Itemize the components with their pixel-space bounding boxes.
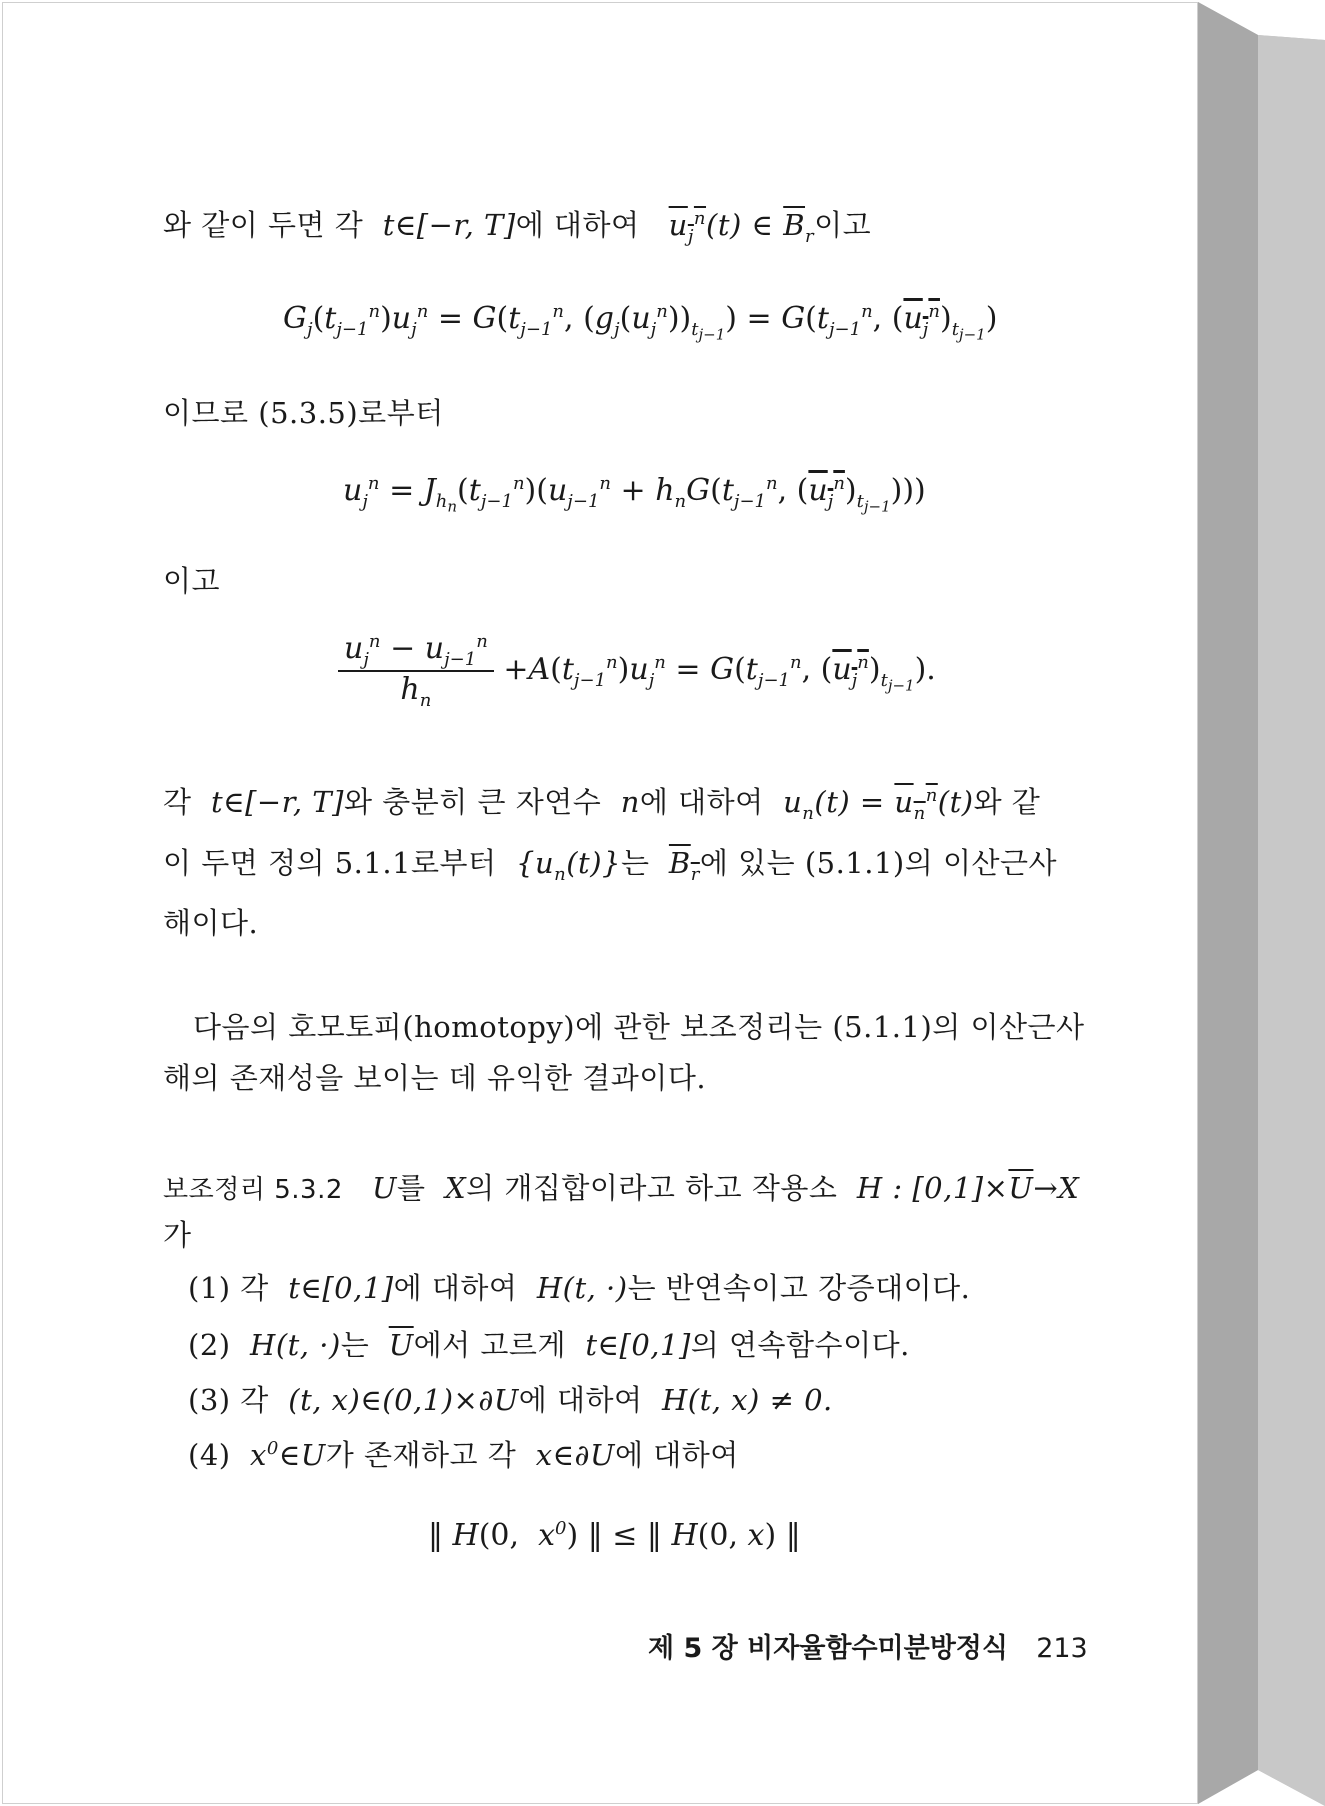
text-line-6: 해이다.: [163, 906, 259, 940]
math-inline: H(t, ·): [250, 1328, 341, 1362]
lemma-heading-line: [163, 1166, 1079, 1207]
equation-2: $u_j^n = J_{h_n}(t_{j-1}^n)(u_{j-1}^n + h_nG(t_{j-1}^n$, $(u_j^n)_{t_{j-1}}$))): [343, 473, 926, 516]
text-span: 에 대하여: [639, 785, 764, 819]
paragraph-2-line-2: 해의 존재성을 보이는 데 유익한 결과이다.: [163, 1061, 707, 1095]
text-span: (2): [188, 1328, 231, 1362]
text-span: 에 대하여: [515, 208, 640, 242]
math-inline: $B_r$: [668, 846, 700, 885]
math-inline: X: [444, 1171, 467, 1205]
math-inline: x∈∂U: [535, 1438, 615, 1472]
math-interval: t∈[−r, T]: [210, 785, 344, 819]
lemma-heading-cont: 가: [163, 1218, 192, 1252]
math-inline: U: [372, 1171, 397, 1205]
text-span: 각: [163, 785, 192, 819]
condition-2: [188, 1323, 910, 1364]
text-span: 와 같: [973, 785, 1041, 819]
math-inline: n: [620, 785, 640, 819]
text-span: (4): [188, 1438, 231, 1472]
condition-3: [188, 1378, 833, 1419]
math-inline: $u_j^n(t)$ ∈ $\overline{B}_r$: [668, 208, 815, 247]
text-line-2: 이므로 (5.3.5)로부터: [163, 396, 444, 430]
paragraph-2-line-1: 다음의 호모토피(homotopy)에 관한 보조정리는 (5.1.1)의 이산근사: [193, 1010, 1085, 1044]
text-span: 는: [620, 846, 650, 880]
text-span: 가 존재하고 각: [325, 1438, 517, 1472]
text-span: (1) 각: [188, 1271, 269, 1305]
condition-1: [188, 1266, 970, 1307]
math-inline: t∈[0,1]: [585, 1328, 691, 1362]
text-span: 는: [340, 1328, 370, 1362]
lemma-title: 보조정리 5.3.2: [163, 1175, 343, 1205]
math-inline: $x^0\in U$: [250, 1438, 326, 1472]
chapter-title: 제 5 장 비자율함수미분방정식: [648, 1633, 1008, 1664]
text-span: 와 같이 두면 각: [163, 208, 364, 242]
text-span: 에 대하여: [615, 1438, 739, 1472]
math-inline: H(t, x) ≠ 0.: [662, 1383, 833, 1417]
math-inline: H : $[0,1]\times\overline{U}\to X$: [856, 1171, 1080, 1205]
math-inline: $u_n(t) = u_n^n(t)$: [783, 785, 974, 824]
equation-1: $G_j(t_{j-1}^n)u_j^n = G(t_{j-1}^n$, $(g_j(u_j^n))_{t_{j-1}}) = G(t_{j-1}^n$, $(u_j^n)_{t_{j-1}}$): [283, 301, 998, 344]
text-span: 이 두면 정의 5.1.1로부터: [163, 846, 497, 880]
math-inline: H(t, ·): [536, 1271, 628, 1305]
text-span: 에 대하여: [393, 1271, 518, 1305]
text-line-4: [163, 780, 1040, 824]
math-inline: $\overline{U}$: [388, 1328, 414, 1362]
math-inline: $\{u_n(t)\}$: [516, 846, 621, 885]
equation-4: ‖ H(0, $x^0$) ‖ ≤ ‖ H(0, x) ‖: [428, 1518, 801, 1553]
text-span: 에 있는 (5.1.1)의 이산근사: [699, 846, 1058, 880]
equation-3: $\frac{u_j^n - u_{j-1}^n}{h_n}$ $+A(t_{j-1}^n)u_j^n = G(t_{j-1}^n$, $(u_j^n)_{t_{j-1}}$).: [338, 631, 936, 711]
book-page: [2, 2, 1198, 1804]
text-span: 의 개집합이라고 하고 작용소: [466, 1171, 838, 1205]
fraction: $\frac{u_j^n - u_{j-1}^n}{h_n}$: [338, 631, 494, 711]
condition-4: [188, 1433, 739, 1474]
text-line-1: [163, 203, 871, 247]
math-interval: t∈[−r, T]: [382, 208, 516, 242]
math-inline: t∈[0,1]: [288, 1271, 394, 1305]
text-span: 이고: [814, 208, 872, 242]
page-number: 213: [1036, 1633, 1088, 1664]
text-span: 와 충분히 큰 자연수: [343, 785, 602, 819]
text-span: 를: [397, 1171, 426, 1205]
text-line-3: 이고: [163, 564, 221, 598]
text-line-5: [163, 841, 1057, 885]
text-span: 에서 고르게: [413, 1328, 566, 1362]
text-span: 의 연속함수이다.: [690, 1328, 910, 1362]
book-edge: [1198, 0, 1325, 1806]
text-span: 는 반연속이고 강증대이다.: [627, 1271, 971, 1305]
text-span: 에 대하여: [518, 1383, 643, 1417]
page-footer: [648, 1626, 1088, 1665]
math-inline: (t, x)∈(0,1)×∂U: [288, 1383, 519, 1417]
text-span: (3) 각: [188, 1383, 269, 1417]
